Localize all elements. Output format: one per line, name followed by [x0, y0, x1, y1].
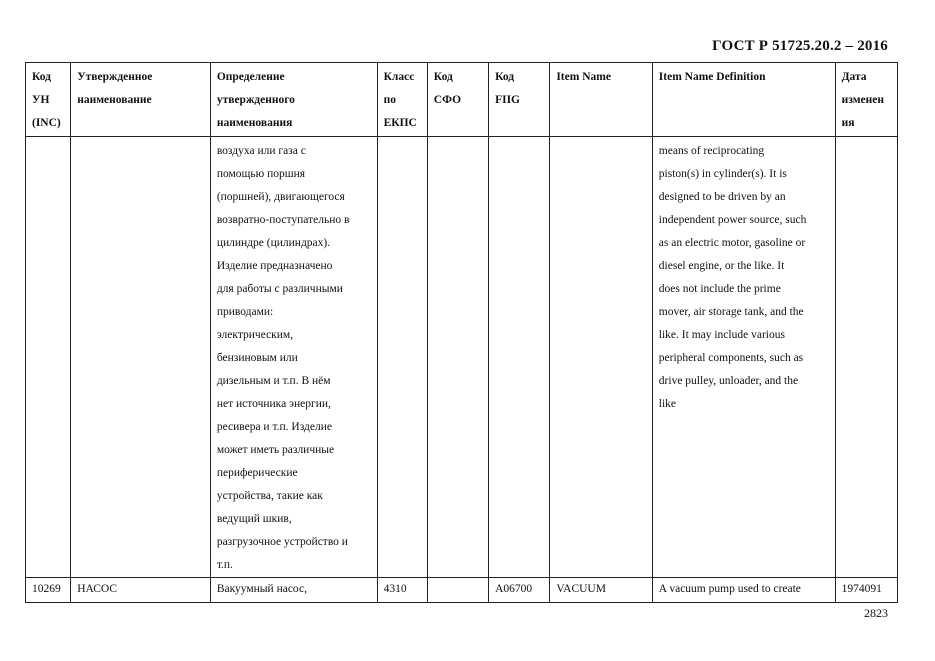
cell-item-name: VACUUM — [550, 578, 652, 603]
header-item-name-definition: Item Name Definition — [652, 63, 835, 137]
cell-definition: воздуха или газа с помощью поршня (поршней), двигающегося возвратно-поступательно в цилиндре (цилиндрах). Изделие предназначено для работы с различными приводами: электрическим, бензиновым или дизельным и т.п. В нём нет источника энергии, ресивера и т.п. Изделие может иметь различные периферические устройства, такие как ведущий шкив, разгрузочное устройство и т.п. — [210, 137, 377, 578]
cell-item-name-definition: means of reciprocating piston(s) in cylinder(s). It is designed to be driven by an independent power source, such as an electric motor, gasoline or diesel engine, or the like. It does not include the prime mover, air storage tank, and the like. It may include various peripheral components, such as drive pulley, unloader, and the like — [652, 137, 835, 578]
cell-item-name-definition: A vacuum pump used to create — [652, 578, 835, 603]
header-inc: Код УН (INC) — [26, 63, 71, 137]
header-approved-name: Утвержденное наименование — [71, 63, 211, 137]
cell-sfo-code — [427, 137, 488, 578]
page-number: 2823 — [864, 606, 888, 620]
cell-ekps-class — [377, 137, 427, 578]
table-header-row — [26, 63, 898, 137]
cell-fiig-code: A06700 — [489, 578, 550, 603]
header-item-name: Item Name — [550, 63, 652, 137]
cell-date-changed — [835, 137, 897, 578]
header-ekps-class: Класс по ЕКПС — [377, 63, 427, 137]
cell-approved-name: НАСОС — [71, 578, 211, 603]
cell-inc — [26, 137, 71, 578]
cell-item-name — [550, 137, 652, 578]
table-row — [26, 578, 898, 603]
cell-approved-name — [71, 137, 211, 578]
header-date-changed: Дата изменен ия — [835, 63, 897, 137]
document-standard-header: ГОСТ Р 51725.20.2 – 2016 — [712, 38, 888, 54]
header-fiig-code: Код FIIG — [489, 63, 550, 137]
cell-ekps-class: 4310 — [377, 578, 427, 603]
catalog-table — [25, 62, 898, 603]
cell-sfo-code — [427, 578, 488, 603]
table-row-continuation — [26, 137, 898, 578]
cell-definition: Вакуумный насос, — [210, 578, 377, 603]
cell-date-changed: 1974091 — [835, 578, 897, 603]
cell-fiig-code — [489, 137, 550, 578]
header-definition: Определение утвержденного наименования — [210, 63, 377, 137]
cell-inc: 10269 — [26, 578, 71, 603]
header-sfo-code: Код СФО — [427, 63, 488, 137]
